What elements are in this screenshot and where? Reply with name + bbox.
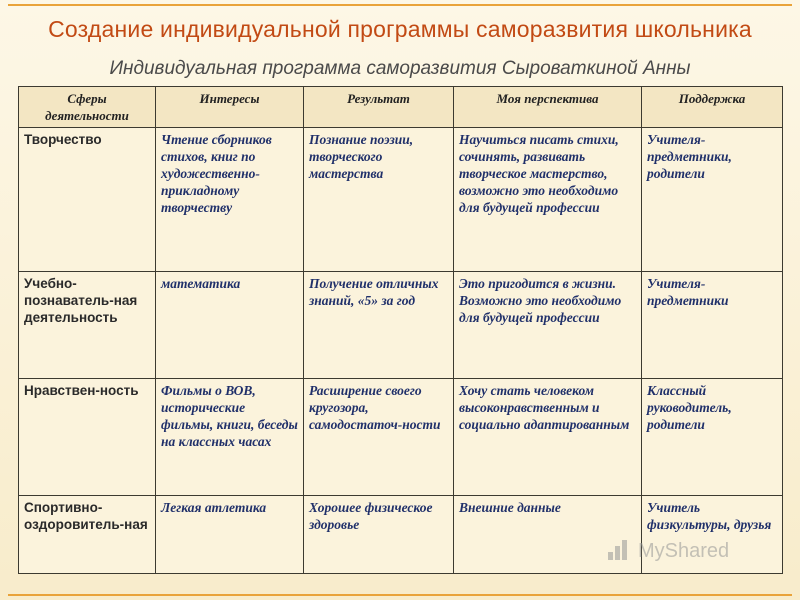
header-interests: Интересы — [156, 87, 304, 128]
header-support: Поддержка — [642, 87, 783, 128]
self-development-table — [18, 86, 783, 574]
perspective-cell: Внешние данные — [454, 496, 642, 574]
interests-cell: математика — [156, 272, 304, 379]
table-row — [19, 272, 783, 379]
watermark-text: MyShared — [638, 540, 730, 562]
support-cell: Классный руководитель, родители — [642, 379, 783, 496]
header-result: Результат — [304, 87, 454, 128]
table-row — [19, 379, 783, 496]
sphere-cell: Нравствен-ность — [19, 379, 156, 496]
table-header-row — [19, 87, 783, 128]
support-cell: Учителя-предметники — [642, 272, 783, 379]
slide-title: Создание индивидуальной программы саморазвития школьника — [48, 16, 752, 42]
table-row — [19, 128, 783, 272]
sphere-cell: Учебно-познаватель-ная деятельность — [19, 272, 156, 379]
support-cell: Учитель физкультуры, друзья — [642, 496, 783, 574]
result-cell: Расширение своего кругозора, самодостаточ-ности — [304, 379, 454, 496]
sphere-cell: Творчество — [19, 128, 156, 272]
interests-cell: Фильмы о ВОВ, исторические фильмы, книги, беседы на классных часах — [156, 379, 304, 496]
result-cell: Хорошее физическое здоровье — [304, 496, 454, 574]
perspective-cell: Хочу стать человеком высоконравственным и социально адаптированным — [454, 379, 642, 496]
top-accent-line — [8, 4, 792, 6]
bottom-accent-line — [8, 594, 792, 596]
result-cell: Получение отличных знаний, «5» за год — [304, 272, 454, 379]
sphere-cell: Спортивно-оздоровитель-ная — [19, 496, 156, 574]
perspective-cell: Это пригодится в жизни. Возможно это необходимо для будущей профессии — [454, 272, 642, 379]
perspective-cell: Научиться писать стихи, сочинять, развивать творческое мастерство, возможно это необходимо для будущей профессии — [454, 128, 642, 272]
bar-chart-icon — [608, 540, 634, 560]
header-perspective: Моя перспектива — [454, 87, 642, 128]
slide-subtitle: Индивидуальная программа саморазвития Сыроваткиной Анны — [109, 58, 691, 79]
watermark — [608, 540, 729, 563]
result-cell: Познание поэзии, творческого мастерства — [304, 128, 454, 272]
support-cell: Учителя-предметники, родители — [642, 128, 783, 272]
header-spheres: Сферы деятельности — [19, 87, 156, 128]
interests-cell: Чтение сборников стихов, книг по художественно-прикладному творчеству — [156, 128, 304, 272]
interests-cell: Легкая атлетика — [156, 496, 304, 574]
